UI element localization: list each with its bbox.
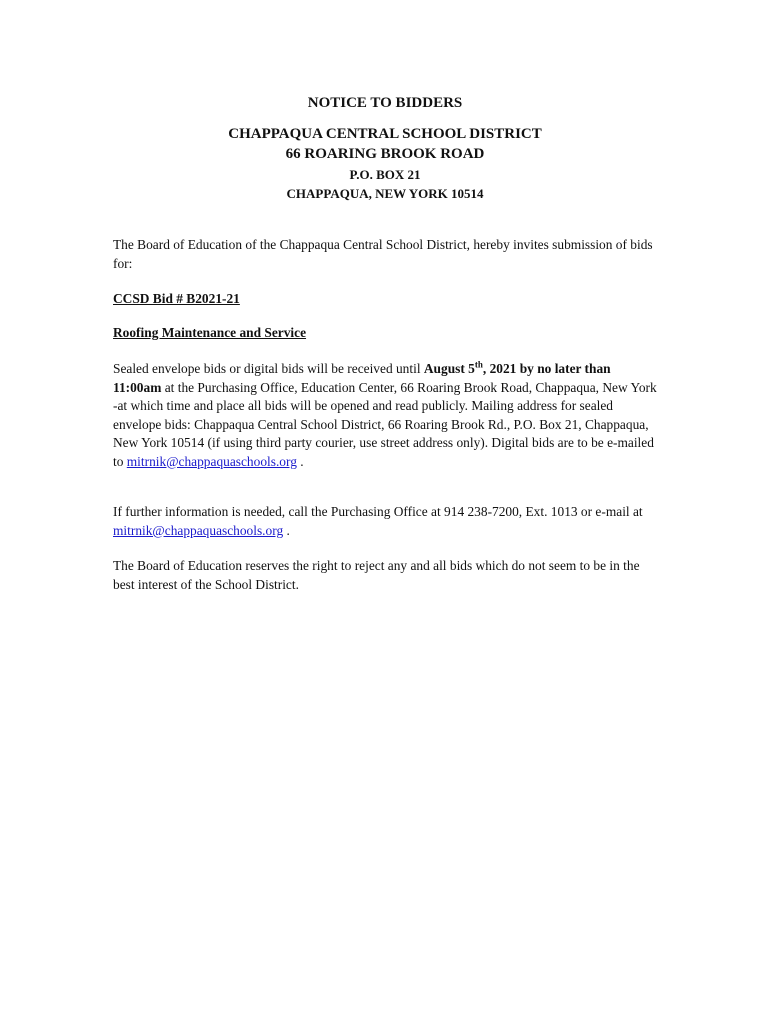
service-title: Roofing Maintenance and Service: [113, 325, 307, 340]
reservation-paragraph: The Board of Education reserves the right to reject any and all bids which do not seem to be in the best interest of the School District.: [113, 558, 640, 592]
district-name: CHAPPAQUA CENTRAL SCHOOL DISTRICT: [228, 126, 542, 142]
district-street-address: 66 ROARING BROOK ROAD: [285, 146, 485, 162]
sealed-end-text: .: [296, 453, 304, 469]
district-po-box: P.O. BOX 21: [349, 167, 421, 182]
deadline-date-main: August 5: [423, 361, 475, 376]
further-info-text: If further information is needed, call the Purchasing Office at 914 238-7200, Ext. 1013 or e-mail at: [113, 504, 643, 519]
sealed-details-text: at the Purchasing Office, Education Center, 66 Roaring Brook Road, Chappaqua, New York -at which time and place all bids will be opened and read publicly. Mailing address for sealed envelope bids: Chappaqua Central School District, 66 Roaring Brook Rd., P.O. Box 21, Chappaqua, New York 10514 (if using third party courier, use street address only). Digital bids are to be e-mailed to: [113, 379, 657, 469]
further-end-text: .: [283, 522, 290, 538]
digital-bids-email-link[interactable]: mitrnik@chappaquaschools.org: [126, 453, 297, 469]
bid-number: CCSD Bid # B2021-21: [113, 291, 240, 306]
deadline-date-ordinal: th: [474, 359, 483, 370]
contact-email-link[interactable]: mitrnik@chappaquaschools.org: [113, 522, 284, 538]
deadline-date-tail: , 2021 by no later than 11:00am: [113, 361, 611, 395]
sealed-lead-text: Sealed envelope bids or digital bids will be received until: [113, 361, 424, 376]
sealed-bids-paragraph: [113, 360, 658, 471]
district-city: CHAPPAQUA, NEW YORK 10514: [286, 186, 484, 201]
intro-paragraph: The Board of Education of the Chappaqua Central School District, hereby invites submission of bids for:: [113, 237, 653, 271]
further-info-paragraph: [113, 503, 658, 540]
notice-title: NOTICE TO BIDDERS: [307, 95, 463, 111]
